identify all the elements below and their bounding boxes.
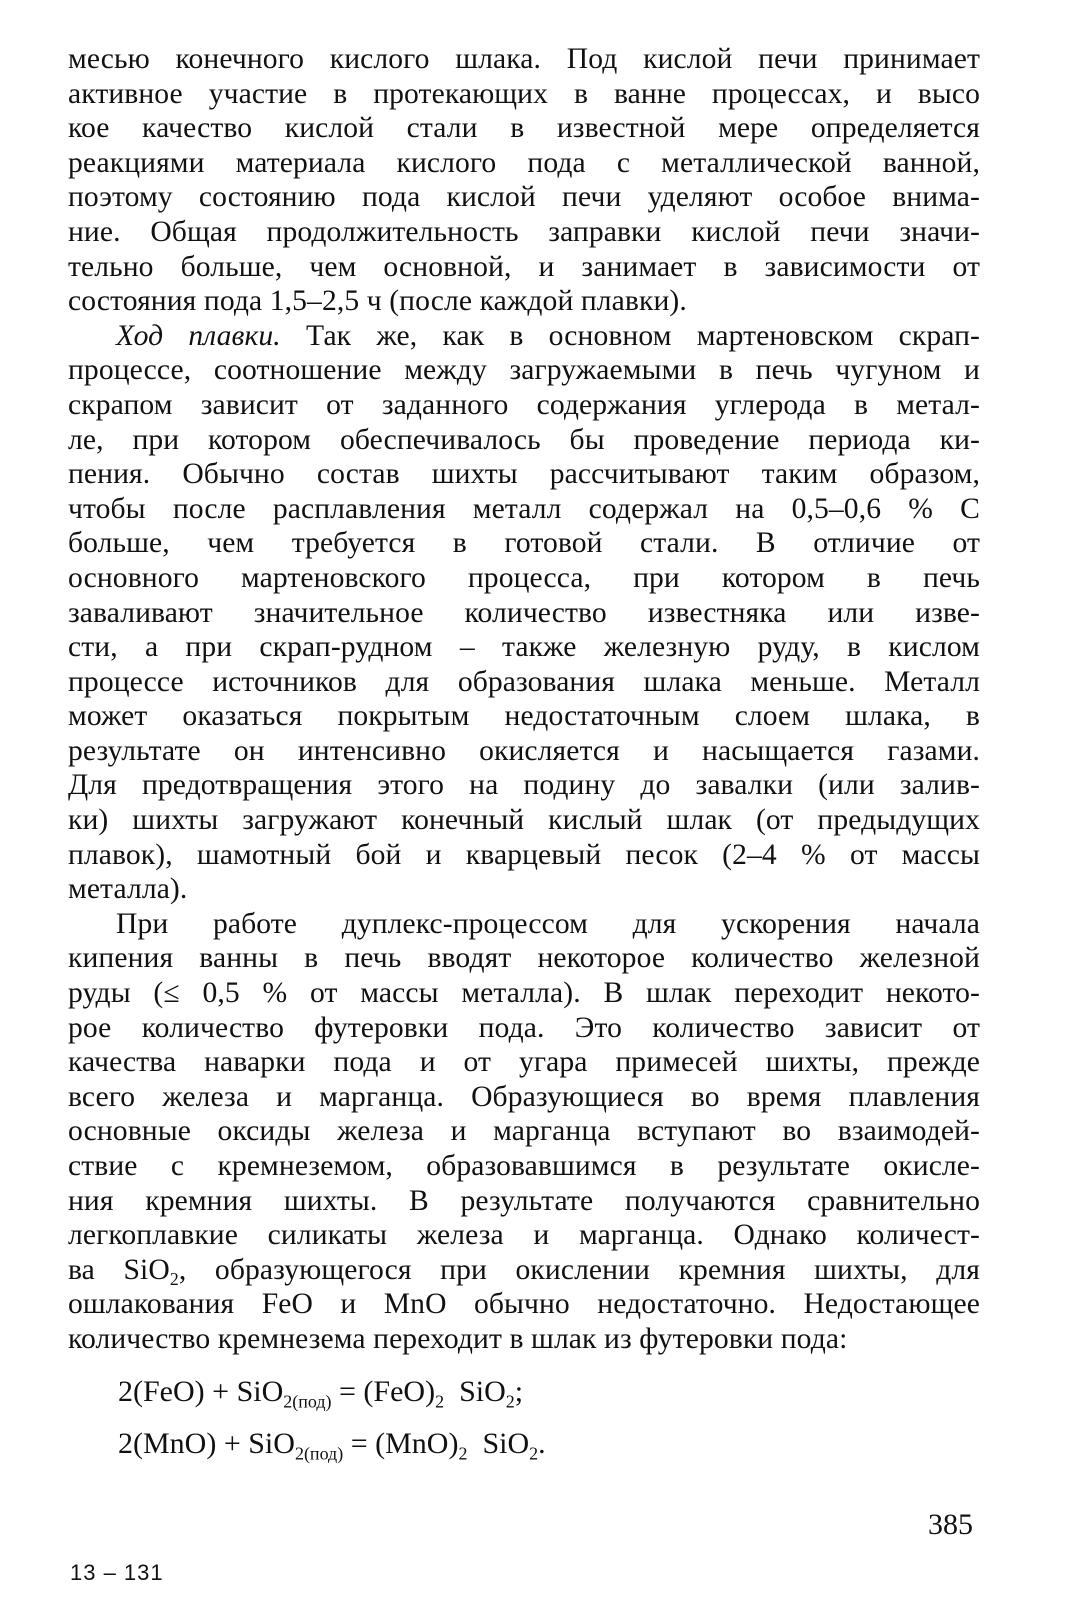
text-line: активное участие в протекающих в ванне процессах, и высо bbox=[68, 77, 980, 110]
text-fragment: ва SiO bbox=[68, 1253, 170, 1286]
text-line: основные оксиды железа и марганца вступают во взаимодей- bbox=[68, 1115, 980, 1148]
signature-mark: 13 – 131 bbox=[70, 1560, 164, 1585]
text-line: сти, а при скрап-рудном – также железную руду, в кислом bbox=[68, 631, 980, 664]
text-line: Для предотвращения этого на подину до завалки (или залив- bbox=[68, 769, 980, 802]
text-line: руды (≤ 0,5 % от массы металла). В шлак переходит некото- bbox=[68, 977, 980, 1010]
subscript: 2(под) bbox=[283, 1391, 332, 1412]
run-in-heading: Ход плавки. bbox=[116, 319, 281, 352]
text-line: качества наварки пода и от угара примесей шихты, прежде bbox=[68, 1046, 980, 1079]
text-line: больше, чем требуется в готовой стали. В отличие от bbox=[68, 527, 980, 560]
equation-mno bbox=[118, 1427, 818, 1464]
text-line: плавок), шамотный бой и кварцевый песок (2–4 % от массы bbox=[68, 838, 980, 871]
text-line: пения. Обычно состав шихты рассчитывают таким образом, bbox=[68, 458, 980, 491]
subscript: 2 bbox=[505, 1391, 515, 1412]
text-line: рое количество футеровки пода. Это количество зависит от bbox=[68, 1011, 980, 1044]
text-line: может оказаться покрытым недостаточным слоем шлака, в bbox=[68, 700, 980, 733]
text-line: кое качество кислой стали в известной мере определяется bbox=[68, 112, 980, 145]
text-line: месью конечного кислого шлака. Под кислой печи принимает bbox=[68, 43, 980, 75]
subscript: 2 bbox=[529, 1443, 539, 1464]
text-line: легкоплавкие силикаты железа и марганца. Однако количест- bbox=[68, 1219, 980, 1252]
formula-part: SiO bbox=[467, 1427, 530, 1460]
page-number: 385 bbox=[928, 1508, 973, 1541]
text-line: ствие с кремнеземом, образовавшимся в результате окисле- bbox=[68, 1150, 980, 1182]
formula-part: . bbox=[538, 1427, 546, 1460]
formula-block bbox=[118, 1375, 818, 1479]
formula-part: ; bbox=[514, 1375, 524, 1408]
formula-part: SiO bbox=[444, 1375, 506, 1408]
text-line: тельно больше, чем основной, и занимает в зависимости от bbox=[68, 250, 980, 283]
subscript: 2 bbox=[458, 1443, 468, 1464]
paragraph-3 bbox=[68, 907, 980, 1357]
text-line-with-heading bbox=[68, 319, 980, 354]
paragraph-1 bbox=[68, 42, 980, 319]
text-line-with-formula bbox=[68, 1253, 980, 1288]
formula-part: = (FeO) bbox=[331, 1375, 436, 1408]
subscript: 2 bbox=[435, 1391, 445, 1412]
formula-part: 2(MnO) + SiO bbox=[118, 1427, 295, 1460]
text-line: процессе источников для образования шлака меньше. Металл bbox=[68, 665, 980, 698]
text-line: металла). bbox=[68, 873, 188, 906]
text-line: ошлакования FeO и MnO обычно недостаточно. Недостающее bbox=[68, 1288, 980, 1321]
equation-feo bbox=[118, 1375, 818, 1412]
formula-part: 2(FeO) + SiO bbox=[118, 1375, 284, 1408]
text-line: результате он интенсивно окисляется и насыщается газами. bbox=[68, 734, 980, 767]
text-fragment: Так же, как в основном мартеновском скрап- bbox=[280, 319, 981, 352]
text-line: всего железа и марганца. Образующиеся во время плавления bbox=[68, 1080, 980, 1113]
text-line: поэтому состоянию пода кислой печи уделяют особое внима- bbox=[68, 181, 980, 214]
text-line: При работе дуплекс-процессом для ускорения начала bbox=[116, 907, 980, 940]
text-line: ки) шихты загружают конечный кислый шлак (от предыдущих bbox=[68, 804, 980, 837]
subscript: 2(под) bbox=[294, 1443, 344, 1464]
formula-part: = (MnO) bbox=[343, 1427, 459, 1460]
text-line: скрапом зависит от заданного содержания углерода в метал- bbox=[68, 388, 980, 421]
text-block bbox=[68, 42, 980, 1357]
text-fragment: , образующегося при окислении кремния шихты, для bbox=[178, 1253, 980, 1286]
text-line: ния кремния шихты. В результате получаются сравнительно bbox=[68, 1184, 980, 1217]
paragraph-2 bbox=[68, 319, 980, 907]
text-line: кипения ванны в печь вводят некоторое количество железной bbox=[68, 942, 980, 975]
text-line: состояния пода 1,5–2,5 ч (после каждой плавки). bbox=[68, 285, 687, 318]
text-line: заваливают значительное количество известняка или изве- bbox=[68, 596, 980, 629]
text-line: ние. Общая продолжительность заправки кислой печи значи- bbox=[68, 215, 980, 248]
text-line: основного мартеновского процесса, при котором в печь bbox=[68, 561, 980, 594]
text-line: чтобы после расплавления металл содержал на 0,5–0,6 % С bbox=[68, 492, 980, 525]
text-line: количество кремнезема переходит в шлак из футеровки пода: bbox=[68, 1322, 848, 1355]
text-line: реакциями материала кислого пода с металлической ванной, bbox=[68, 146, 980, 179]
subscript: 2 bbox=[169, 1268, 179, 1289]
text-line: ле, при котором обеспечивалось бы проведение периода ки- bbox=[68, 423, 980, 456]
text-line: процессе, соотношение между загружаемыми в печь чугуном и bbox=[68, 354, 980, 387]
